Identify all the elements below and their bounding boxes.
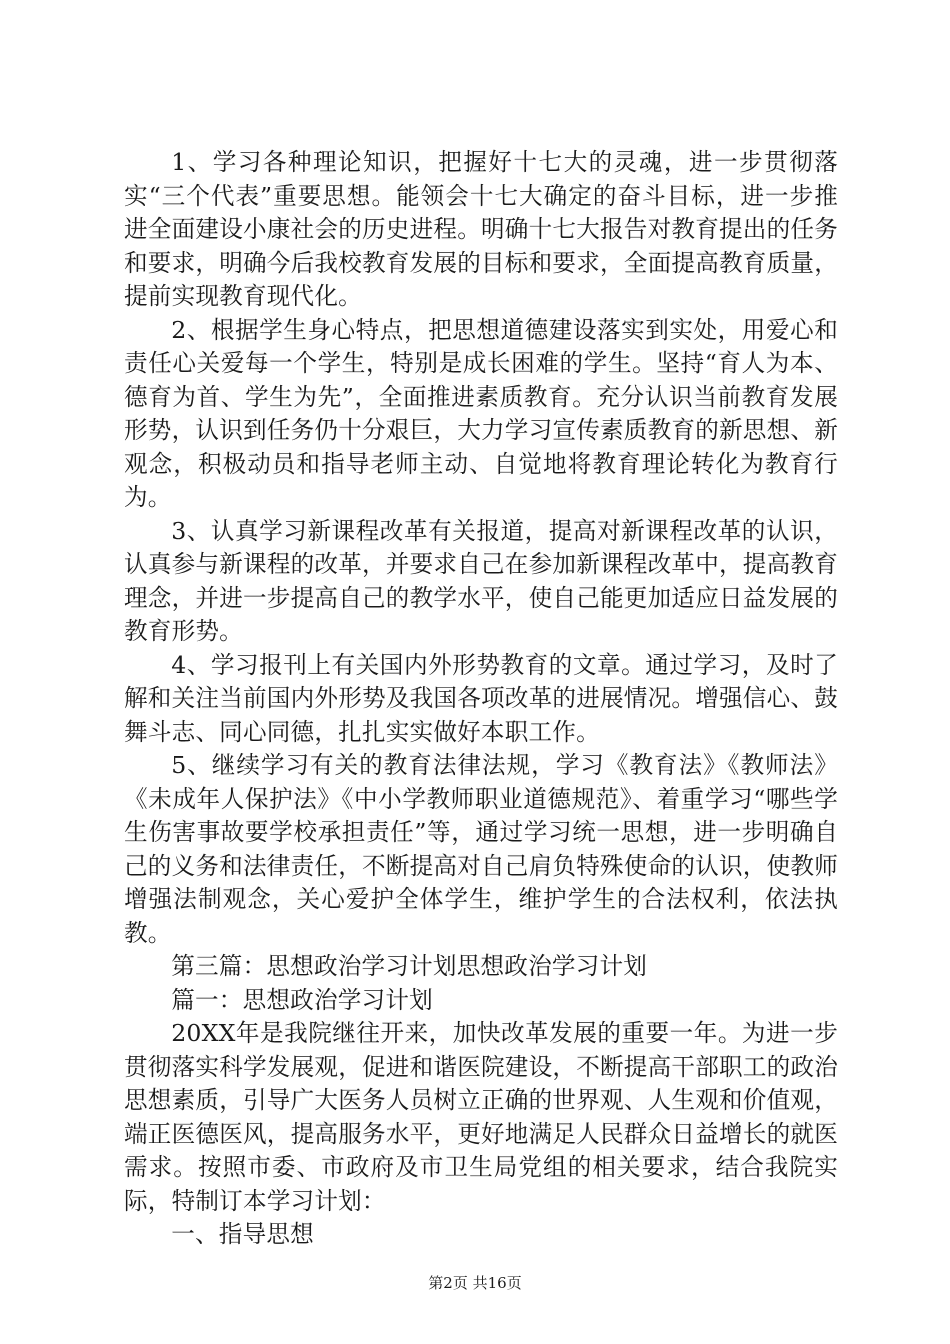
paragraph-item-5: 5、继续学习有关的教育法律法规，学习《教育法》《教师法》《未成年人保护法》《中小学教师职业道德规范》、着重学习“哪些学生伤害事故要学校承担责任”等，通过学习统一思想，进一步明确自己的义务和法律责任，不断提高对自己肩负特殊使命的认识，使教师增强法制观念，关心爱护全体学生，维护学生的合法权利，依法执教。	[124, 751, 838, 947]
section-heading-third: 第三篇：思想政治学习计划思想政治学习计划	[171, 952, 648, 980]
paragraph-item-4: 4、学习报刊上有关国内外形势教育的文章。通过学习，及时了解和关注当前国内外形势及我国各项改革的进展情况。增强信心、鼓舞斗志、同心同德，扎扎实实做好本职工作。	[124, 650, 838, 746]
paragraph-intro: 20XX年是我院继往开来，加快改革发展的重要一年。为进一步贯彻落实科学发展观，促进和谐医院建设，不断提高干部职工的政治思想素质，引导广大医务人员树立正确的世界观、人生观和价值观，端正医德医风，提高服务水平，更好地满足人民群众日益增长的就医需求。按照市委、市政府及市卫生局党组的相关要求，结合我院实际，特制订本学习计划：	[124, 1019, 838, 1215]
section-heading-guiding-thought: 一、指导思想	[171, 1220, 314, 1248]
document-body	[124, 146, 838, 1252]
paragraph-item-3: 3、认真学习新课程改革有关报道，提高对新课程改革的认识，认真参与新课程的改革，并要求自己在参加新课程改革中，提高教育理念，并进一步提高自己的教学水平，使自己能更加适应日益发展的教育形势。	[124, 516, 838, 645]
paragraph-item-1: 1、学习各种理论知识，把握好十七大的灵魂，进一步贯彻落实“三个代表”重要思想。能领会十七大确定的奋斗目标，进一步推进全面建设小康社会的历史进程。明确十七大报告对教育提出的任务和要求，明确今后我校教育发展的目标和要求，全面提高教育质量，提前实现教育现代化。	[124, 148, 838, 310]
paragraph-item-2: 2、根据学生身心特点，把思想道德建设落实到实处，用爱心和责任心关爱每一个学生，特别是成长困难的学生。坚持“育人为本、德育为首、学生为先”，全面推进素质教育。充分认识当前教育发展形势，认识到任务仍十分艰巨，大力学习宣传素质教育的新思想、新观念，积极动员和指导老师主动、自觉地将教育理论转化为教育行为。	[124, 315, 838, 511]
section-subheading-one: 篇一：思想政治学习计划	[171, 985, 433, 1014]
page-number-footer: 第2页 共16页	[428, 1274, 522, 1292]
